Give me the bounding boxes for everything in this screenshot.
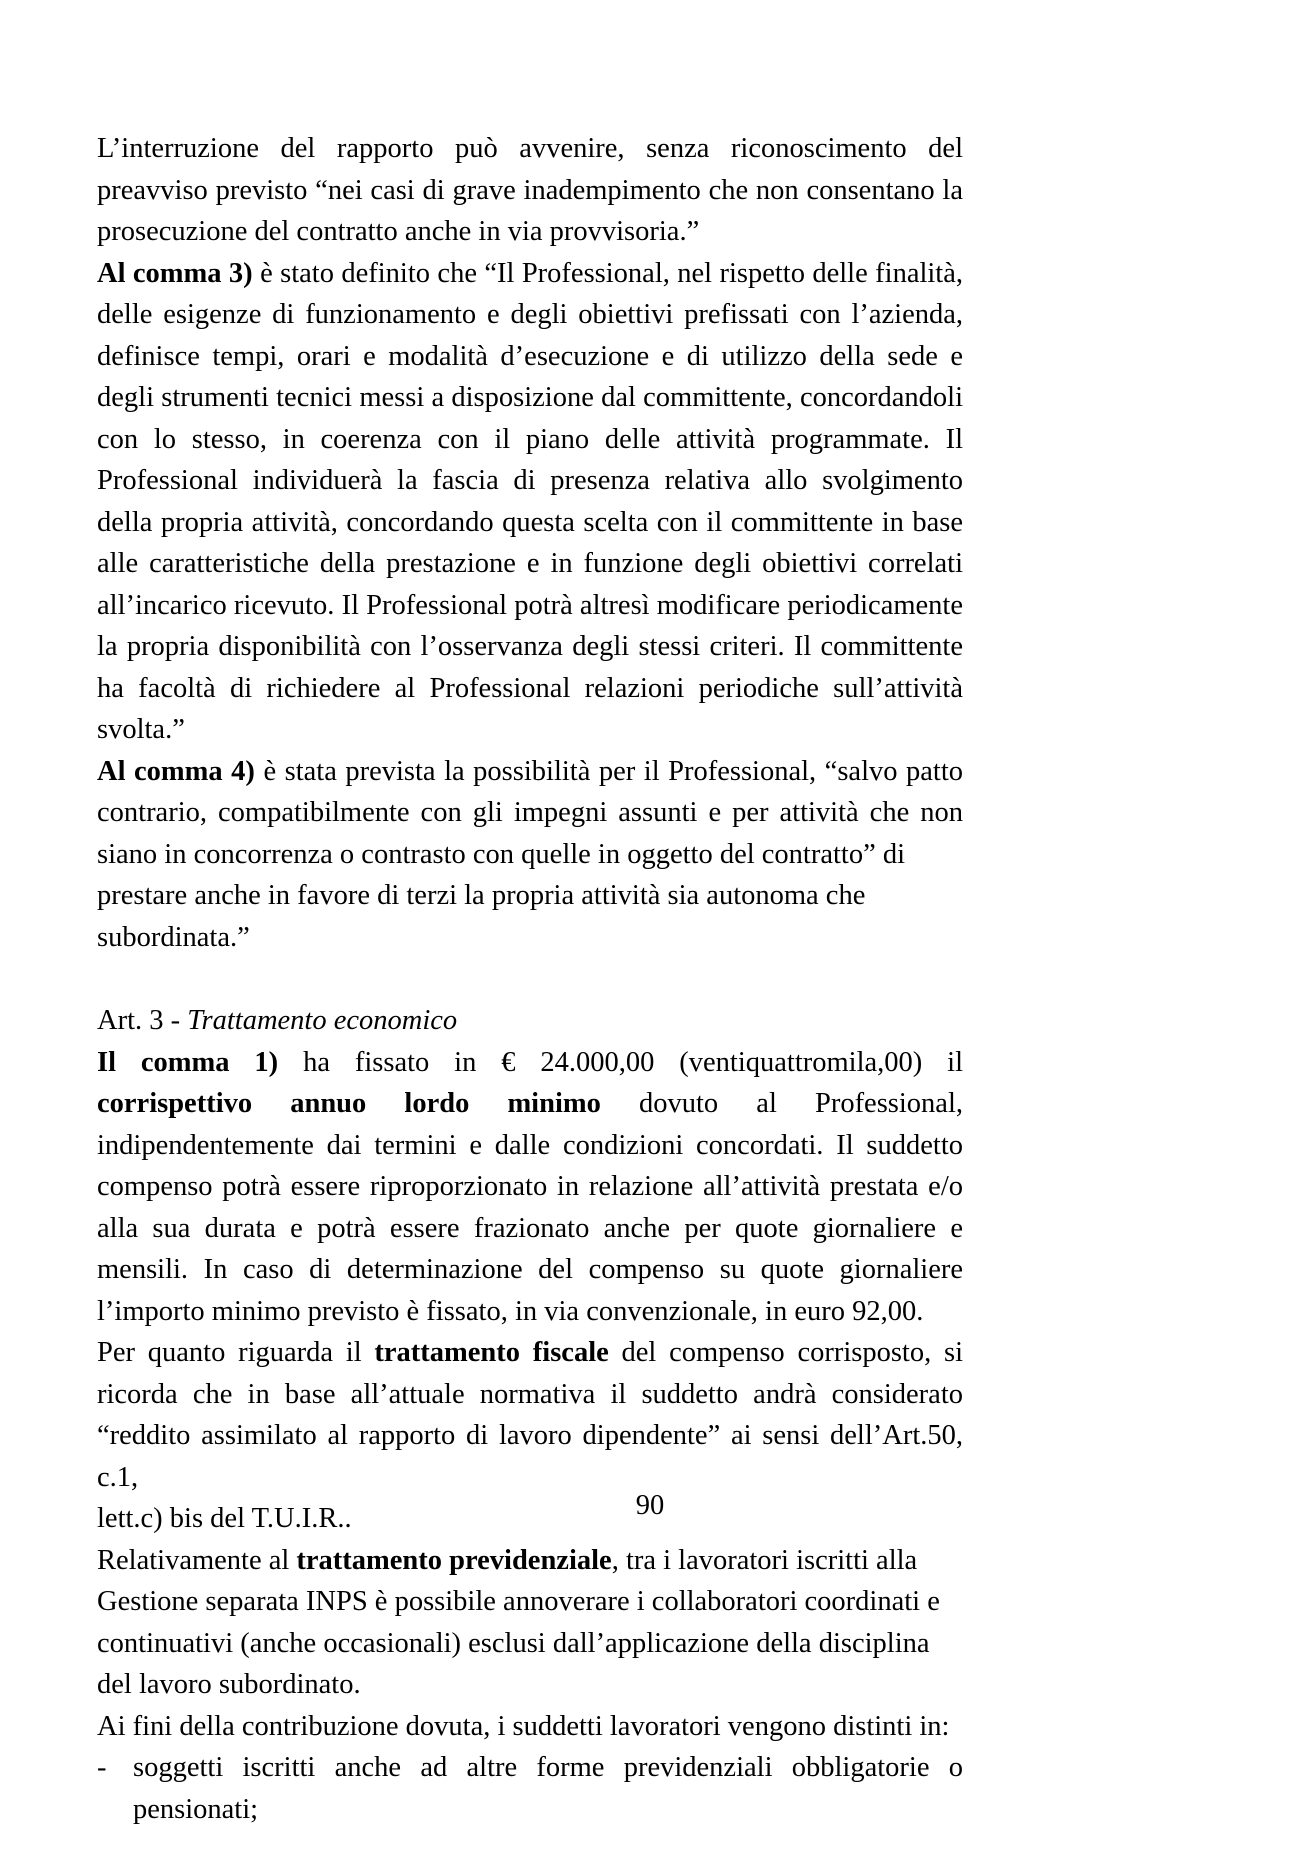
list-marker-dash: -	[97, 1752, 107, 1783]
section-spacer	[97, 958, 963, 1000]
bold-trattamento-previdenziale: trattamento previdenziale	[296, 1544, 612, 1576]
text-run: è stato definito che “Il Professional, nel rispetto delle finalità, delle esigenze di funzionamento e degli obiettivi prefissati con l’azienda, definisce tempi, orari e modalità d’esecuzione e di utilizzo della sede e degli strumenti tecnici messi a disposizione dal committente, concordandoli con lo stesso, in coerenza con il piano delle attività programmate. Il Professional individuerà la fascia di presenza relativa allo svolgimento della propria attività, concordando questa scelta con il committente in base alle caratteristiche della prestazione e in funzione degli obiettivi correlati all’incarico ricevuto. Il Professional potrà altresì modificare periodicamente la propria disponibilità con l’osservanza degli stessi criteri. Il committente ha facoltà di richiedere al Professional relazioni periodiche sull’attività svolta.”	[97, 257, 963, 745]
paragraph-trattamento-fiscale	[97, 1332, 963, 1498]
text-run: , tra i lavoratori iscritti alla Gestione separata INPS è possibile annoverare i collaboratori coordinati e continuativi (anche occasionali) esclusi dall’applicazione della disciplina del lavoro subordinato.	[97, 1544, 940, 1700]
text-run: L’interruzione del rapporto può avvenire, senza riconoscimento del preavviso previsto “nei casi di grave inadempimento che non consentano la prosecuzione del contratto anche in via provvisoria.”	[97, 133, 963, 247]
list-item	[97, 1747, 963, 1830]
list-item-label: soggetti iscritti anche ad altre forme previdenziali obbligatorie o pensionati;	[133, 1752, 963, 1825]
section-heading-label: Art. 3 -	[97, 1005, 188, 1036]
text-run: lett.c) bis del T.U.I.R..	[97, 1503, 352, 1534]
paragraph-interruzione	[97, 128, 963, 253]
text-run: è stata prevista la possibilità per il Professional, “salvo patto contrario, compatibilmente con gli impegni assunti e per attività che non siano in concorrenza o contrasto con quelle in oggetto del contratto” di	[97, 755, 963, 870]
bold-corrispettivo: corrispettivo annuo lordo minimo	[97, 1088, 601, 1119]
page-body	[97, 128, 963, 1830]
paragraph-al-comma-4	[97, 751, 963, 876]
text-run: Relativamente al	[97, 1544, 297, 1576]
text-run: Per quanto riguarda il	[97, 1337, 375, 1368]
section-heading-title: Trattamento economico	[187, 1005, 458, 1036]
bold-lead-in-comma-3: Al comma 3)	[97, 257, 253, 289]
text-run: del compenso corrisposto, si ricorda che in base all’attuale normativa il suddetto andrà considerato “reddito assimilato al rapporto di lavoro dipendente” ai sensi dell’Art.50, c.1,	[97, 1337, 963, 1493]
text-run: ha fissato in € 24.000,00 (ventiquattromila,00) il	[278, 1046, 963, 1078]
paragraph-trattamento-previdenziale	[97, 1540, 963, 1706]
paragraph-il-comma-1	[97, 1042, 963, 1333]
bold-lead-in-comma-1: Il comma 1)	[97, 1046, 279, 1078]
paragraph-al-comma-4-tail	[97, 875, 963, 958]
page-number: 90	[635, 1490, 665, 1521]
text-run: dovuto al Professional, indipendentemente dai termini e dalle condizioni concordati. Il suddetto compenso potrà essere riproporzionato in relazione all’attività prestata e/o alla sua durata e potrà essere frazionato anche per quote giornaliere e mensili. In caso di determinazione del compenso su quote giornaliere l’importo minimo previsto è fissato, in via convenzionale, in euro 92,00.	[97, 1088, 964, 1327]
paragraph-al-comma-3	[97, 253, 963, 751]
list-soggetti	[97, 1747, 963, 1830]
bold-trattamento-fiscale: trattamento fiscale	[374, 1337, 609, 1368]
section-heading-art-3	[97, 1000, 963, 1042]
text-run: Ai fini della contribuzione dovuta, i suddetti lavoratori vengono distinti in:	[97, 1710, 950, 1742]
paragraph-ai-fini	[97, 1706, 963, 1748]
text-run: prestare anche in favore di terzi la propria attività sia autonoma che subordinata.”	[97, 880, 866, 953]
bold-lead-in-comma-4: Al comma 4)	[97, 755, 255, 787]
